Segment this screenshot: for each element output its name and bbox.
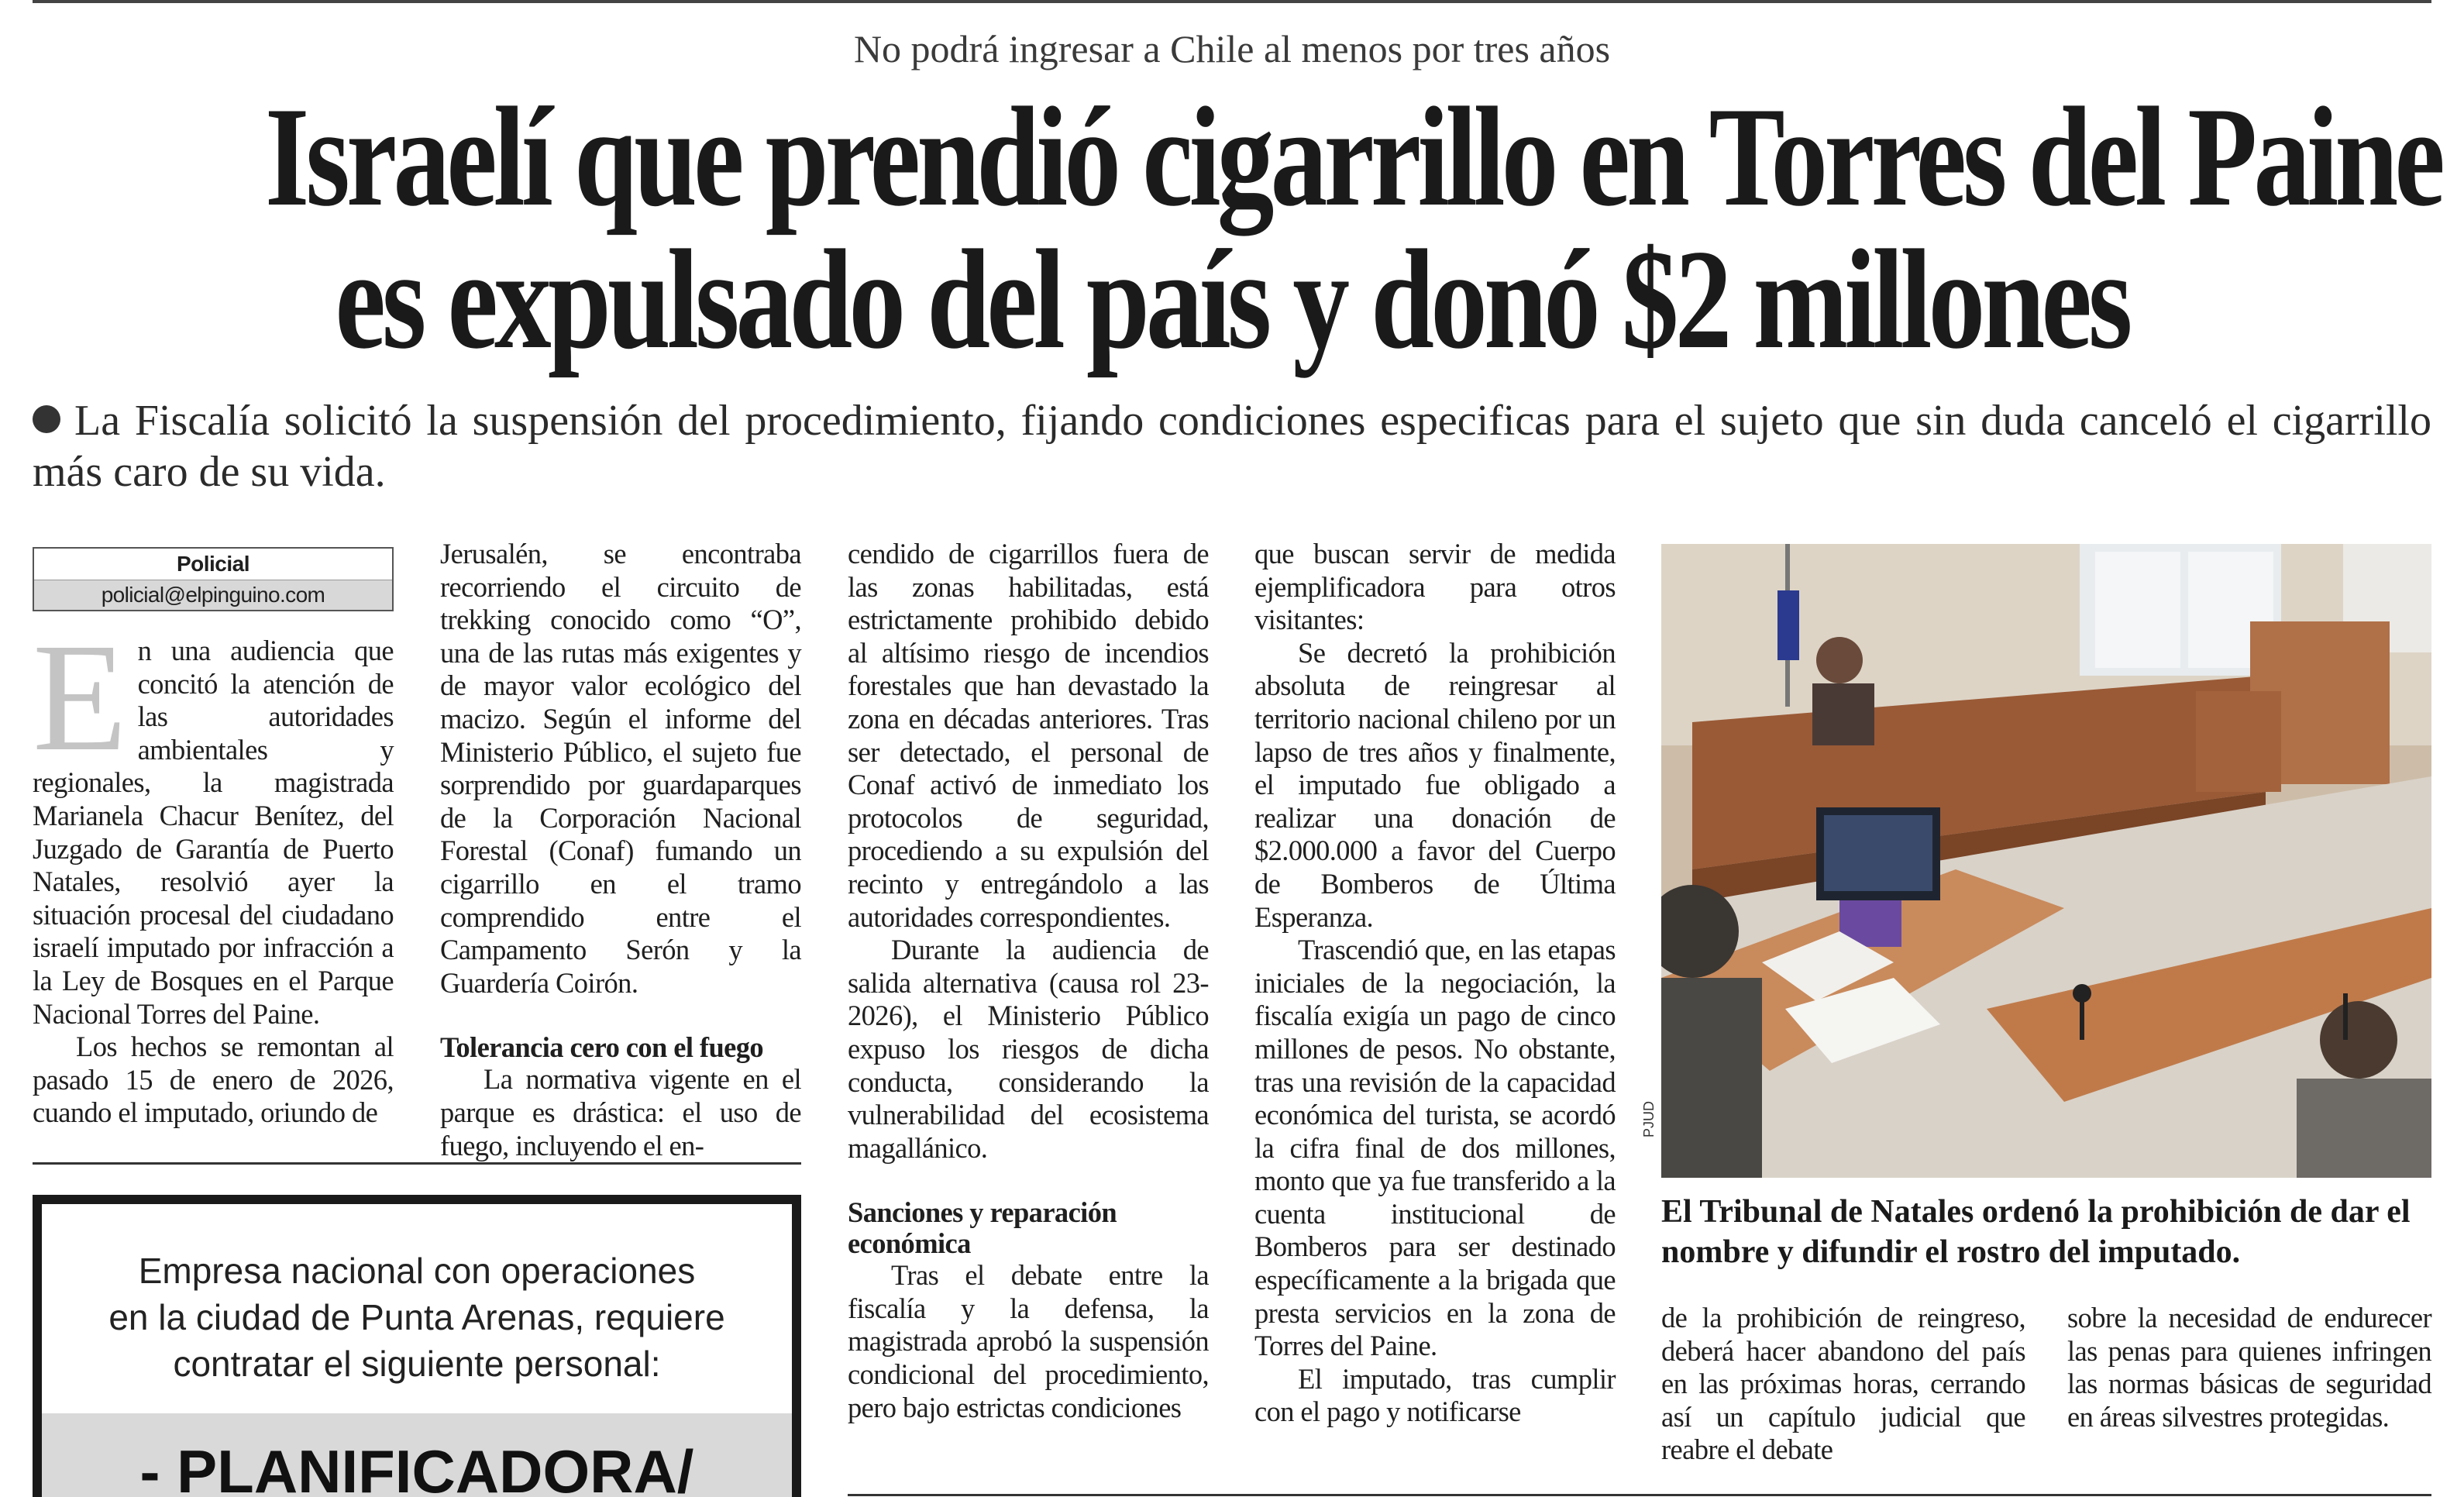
headline-line-2: es expulsado del país y donó $2 millones: [335, 220, 2129, 378]
article-column-2: [440, 538, 801, 1162]
subheading: Tolerancia cero con el fuego: [440, 1031, 764, 1064]
subheading: Sanciones y reparación económica: [848, 1196, 1117, 1260]
article-deck: [33, 395, 2431, 497]
paragraph: El imputado, tras cumplir con el pago y notificarse: [1254, 1362, 1616, 1428]
bottom-rule: [848, 1494, 2431, 1496]
byline-box: [33, 547, 394, 611]
byline-section: Policial: [176, 552, 250, 576]
byline-email: policial@elpinguino.com: [34, 580, 392, 610]
article-column-4: [1254, 538, 1616, 1429]
article-column-1: [33, 547, 394, 1130]
paragraph: sobre la necesidad de endurecer las penas para quienes infringen las normas básicas de seguridad en áreas silvestres protegidas.: [2067, 1302, 2431, 1433]
paragraph: Se decretó la prohibición absoluta de reingresar al territorio nacional chileno por un lapso de tres años y finalmente, el imputado fue obligado a realizar una donación de $2.000.000 a favor del Cuerpo de Bomberos de Última Esperanza.: [1254, 636, 1616, 933]
deck-text: La Fiscalía solicitó la suspensión del procedimiento, fijando condiciones especificas para el sujeto que sin duda canceló el cigarrillo más caro de su vida.: [33, 397, 2431, 496]
courtroom-photo-image: [1661, 544, 2431, 1178]
paragraph: de la prohibición de reingreso, deberá hacer abandono del país en las próximas horas, cerrando así un capítulo judicial que reabre el debate: [1661, 1302, 2025, 1466]
drop-cap: E: [33, 612, 127, 783]
article-column-5: [1661, 1302, 2025, 1467]
article-kicker: No podrá ingresar a Chile al menos por tres años: [853, 27, 1611, 71]
paragraph: cendido de cigarrillos fuera de las zonas habilitadas, está estrictamente prohibido debido al altísimo riesgo de incendios forestales que han devastado la zona en décadas anteriores. Tras ser detectado, el personal de Conaf activó de inmediato los protocolos de seguridad, procediendo a su expulsión del recinto y entregándolo a las autoridades correspondientes.: [848, 538, 1209, 933]
paragraph: que buscan servir de medida ejemplificadora para otros visitantes:: [1254, 538, 1616, 636]
headline-line-1: Israelí que prendió cigarrillo en Torres del Paine: [265, 77, 2442, 236]
bullet-icon: [33, 405, 60, 433]
paragraph: La normativa vigente en el parque es drástica: el uso de fuego, incluyendo el en-: [440, 1063, 801, 1161]
top-rule: [33, 0, 2431, 3]
paragraph: Los hechos se remontan al pasado 15 de enero de 2026, cuando el imputado, oriundo de: [33, 1031, 394, 1129]
article-column-3: [848, 538, 1209, 1424]
paragraph: Tras el debate entre la fiscalía y la defensa, la magistrada aprobó la suspensión condicional del procedimiento, pero bajo estrictas condiciones: [848, 1259, 1209, 1423]
ad-position: - PLANIFICADORA/: [139, 1437, 694, 1497]
ad-line: en la ciudad de Punta Arenas, requiere: [108, 1297, 725, 1337]
paragraph: n una audiencia que concitó la atención de las autoridades ambientales y regionales, la magistrada Marianela Chacur Benítez, del Juzgado de Garantía de Puerto Natales, resolvió ayer la situación procesal del ciudadano israelí imputado por infracción a la Ley de Bosques en el Parque Nacional Torres del Paine.: [33, 635, 394, 1030]
column-separator-rule: [33, 1162, 801, 1165]
ad-line: Empresa nacional con operaciones: [138, 1251, 696, 1291]
courtroom-photo: [1661, 544, 2431, 1178]
classified-ad: [33, 1195, 801, 1497]
photo-credit: PJUD: [1641, 1100, 1657, 1137]
photo-caption: El Tribunal de Natales ordenó la prohibición de dar el nombre y difundir el rostro del imputado.: [1661, 1194, 2411, 1270]
article-column-6: [2067, 1302, 2431, 1433]
article-headline: [265, 77, 2442, 378]
ad-line: contratar el siguiente personal:: [173, 1344, 661, 1384]
paragraph: Jerusalén, se encontraba recorriendo el circuito de trekking conocido como “O”, una de las rutas más exigentes y de mayor valor ecológico del macizo. Según el informe del Ministerio Público, el sujeto fue sorprendido por guardaparques de la Corporación Nacional Forestal (Conaf) fumando un cigarrillo en el tramo comprendido entre el Campamento Serón y la Guardería Coirón.: [440, 538, 801, 999]
paragraph: Trascendió que, en las etapas iniciales de la negociación, la fiscalía exigía un pago de cinco millones de pesos. No obstante, tras una revisión de la capacidad económica del turista, se acordó la cifra final de dos millones, monto que ya fue transferido a la cuenta institucional de Bomberos para ser destinado específicamente a la brigada que presta servicios en la zona de Torres del Paine.: [1254, 934, 1616, 1362]
paragraph: Durante la audiencia de salida alternativa (causa rol 23-2026), el Ministerio Público expuso los riesgos de dicha conducta, considerando la vulnerabilidad del ecosistema magallánico.: [848, 934, 1209, 1164]
ad-text: [42, 1248, 792, 1387]
